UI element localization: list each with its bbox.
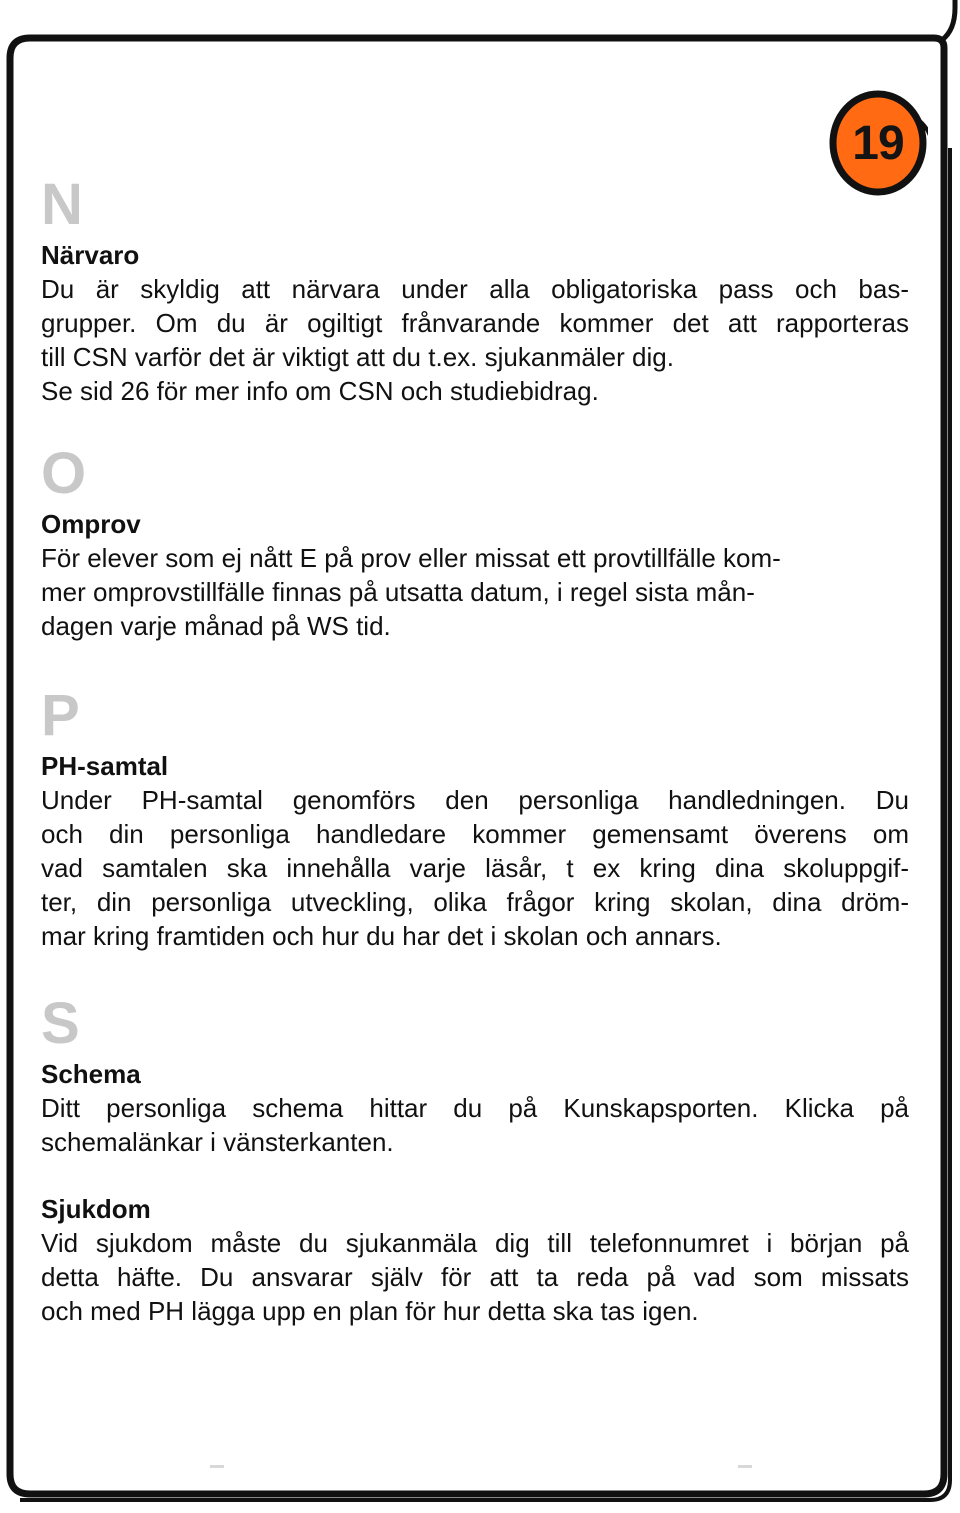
section-p <box>41 683 909 953</box>
glossary-content <box>41 172 909 1328</box>
section-n <box>41 172 909 408</box>
bottom-mark-left <box>210 1465 224 1468</box>
body-line: För elever som ej nått E på prov eller missat ett provtillfälle kom- <box>41 543 781 573</box>
body-line: Vid sjukdom måste du sjukanmäla dig till telefonnumret i början på <box>41 1228 909 1258</box>
body-line: Under PH-samtal genomförs den personliga handledningen. Du <box>41 785 909 815</box>
entry-omprov <box>41 507 909 643</box>
entry-body <box>41 1091 909 1159</box>
body-line: ter, din personliga utveckling, olika frågor kring skolan, dina dröm- <box>41 887 909 917</box>
body-line: detta häfte. Du ansvarar själv för att ta reda på vad som missats <box>41 1262 909 1292</box>
entry-body <box>41 1226 909 1328</box>
body-line: Se sid 26 för mer info om CSN och studiebidrag. <box>41 376 599 406</box>
section-letter: S <box>41 991 80 1056</box>
section-s <box>41 991 909 1328</box>
body-line: vad samtalen ska innehålla varje läsår, t ex kring dina skoluppgif- <box>41 853 909 883</box>
body-line: dagen varje månad på WS tid. <box>41 611 391 641</box>
entry-ph-samtal <box>41 749 909 953</box>
section-letter: O <box>41 441 87 506</box>
entry-body <box>41 272 909 408</box>
entry-title: PH-samtal <box>41 751 169 781</box>
entry-title: Schema <box>41 1059 141 1089</box>
page-number: 19 <box>852 116 904 170</box>
entry-body <box>41 783 909 953</box>
frame-hook-top <box>942 0 955 40</box>
entry-schema <box>41 1057 909 1159</box>
entry-sjukdom <box>41 1192 909 1328</box>
entry-title: Närvaro <box>41 240 140 270</box>
section-letter: P <box>41 683 80 748</box>
body-line: och din personliga handledare kommer gemensamt överens om <box>41 819 909 849</box>
body-line: till CSN varför det är viktigt att du t.ex. sjukanmäler dig. <box>41 342 674 372</box>
body-line: och med PH lägga upp en plan för hur detta ska tas igen. <box>41 1296 699 1326</box>
section-o <box>41 441 909 643</box>
entry-title: Omprov <box>41 509 141 539</box>
body-line: grupper. Om du är ogiltigt frånvarande kommer det att rapporteras <box>41 308 909 338</box>
entry-body <box>41 541 909 643</box>
entry-narvaro <box>41 238 909 408</box>
body-line: Ditt personliga schema hittar du på Kunskapsporten. Klicka på <box>41 1093 909 1123</box>
section-letter: N <box>41 172 83 237</box>
entry-title: Sjukdom <box>41 1194 151 1224</box>
body-line: Du är skyldig att närvara under alla obligatoriska pass och bas- <box>41 274 909 304</box>
body-line: mer omprovstillfälle finnas på utsatta datum, i regel sista mån- <box>41 577 755 607</box>
body-line: mar kring framtiden och hur du har det i skolan och annars. <box>41 921 722 951</box>
bottom-mark-right <box>738 1465 752 1468</box>
body-line: schemalänkar i vänsterkanten. <box>41 1127 394 1157</box>
